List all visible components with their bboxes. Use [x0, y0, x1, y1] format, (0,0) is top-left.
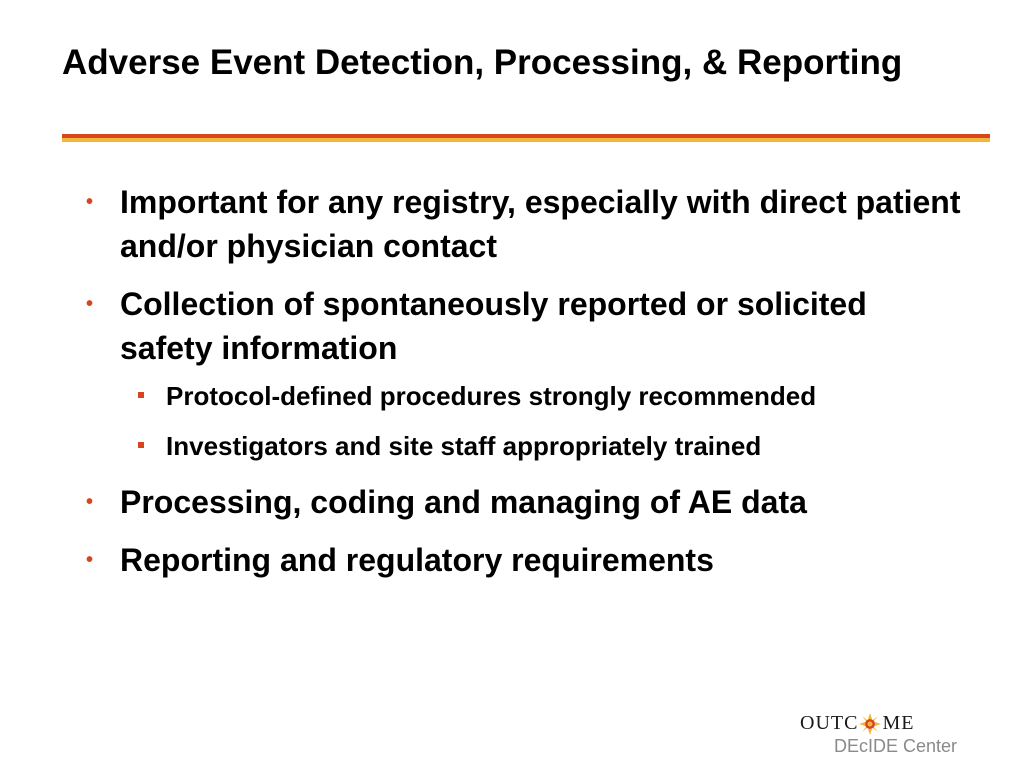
title-divider — [62, 134, 990, 142]
divider-gold-line — [62, 138, 990, 142]
bullet-dot-icon: • — [86, 491, 94, 513]
bullet-item — [82, 282, 962, 370]
sub-bullet-item — [82, 426, 962, 466]
bullet-dot-icon: • — [86, 549, 94, 571]
bullet-text: Processing, coding and managing of AE data — [120, 484, 807, 520]
bullet-item — [82, 480, 962, 524]
slide-title: Adverse Event Detection, Processing, & Reporting — [62, 43, 903, 82]
bullet-dot-icon: • — [86, 293, 94, 315]
bullet-item — [82, 180, 962, 268]
logo-wordmark — [800, 712, 914, 735]
outcome-decide-logo — [800, 712, 970, 762]
bullet-text: Collection of spontaneously reported or solicited safety information — [120, 286, 867, 366]
sub-bullet-list — [82, 376, 962, 466]
logo-text-left: OUTC — [800, 712, 859, 734]
square-bullet-icon — [138, 442, 144, 448]
bullet-item — [82, 538, 962, 582]
logo-subtitle: DEcIDE Center — [834, 736, 958, 756]
logo-text-right: ME — [882, 712, 915, 734]
square-bullet-icon — [138, 392, 144, 398]
sub-bullet-text: Protocol-defined procedures strongly recommended — [166, 381, 817, 411]
bullet-dot-icon: • — [86, 191, 94, 213]
bullet-list — [82, 180, 962, 596]
sun-icon — [859, 713, 881, 735]
sub-bullet-text: Investigators and site staff appropriately trained — [166, 431, 762, 461]
bullet-text: Reporting and regulatory requirements — [120, 542, 714, 578]
bullet-text: Important for any registry, especially with direct patient and/or physician contact — [120, 184, 961, 264]
sub-bullet-item — [82, 376, 962, 416]
